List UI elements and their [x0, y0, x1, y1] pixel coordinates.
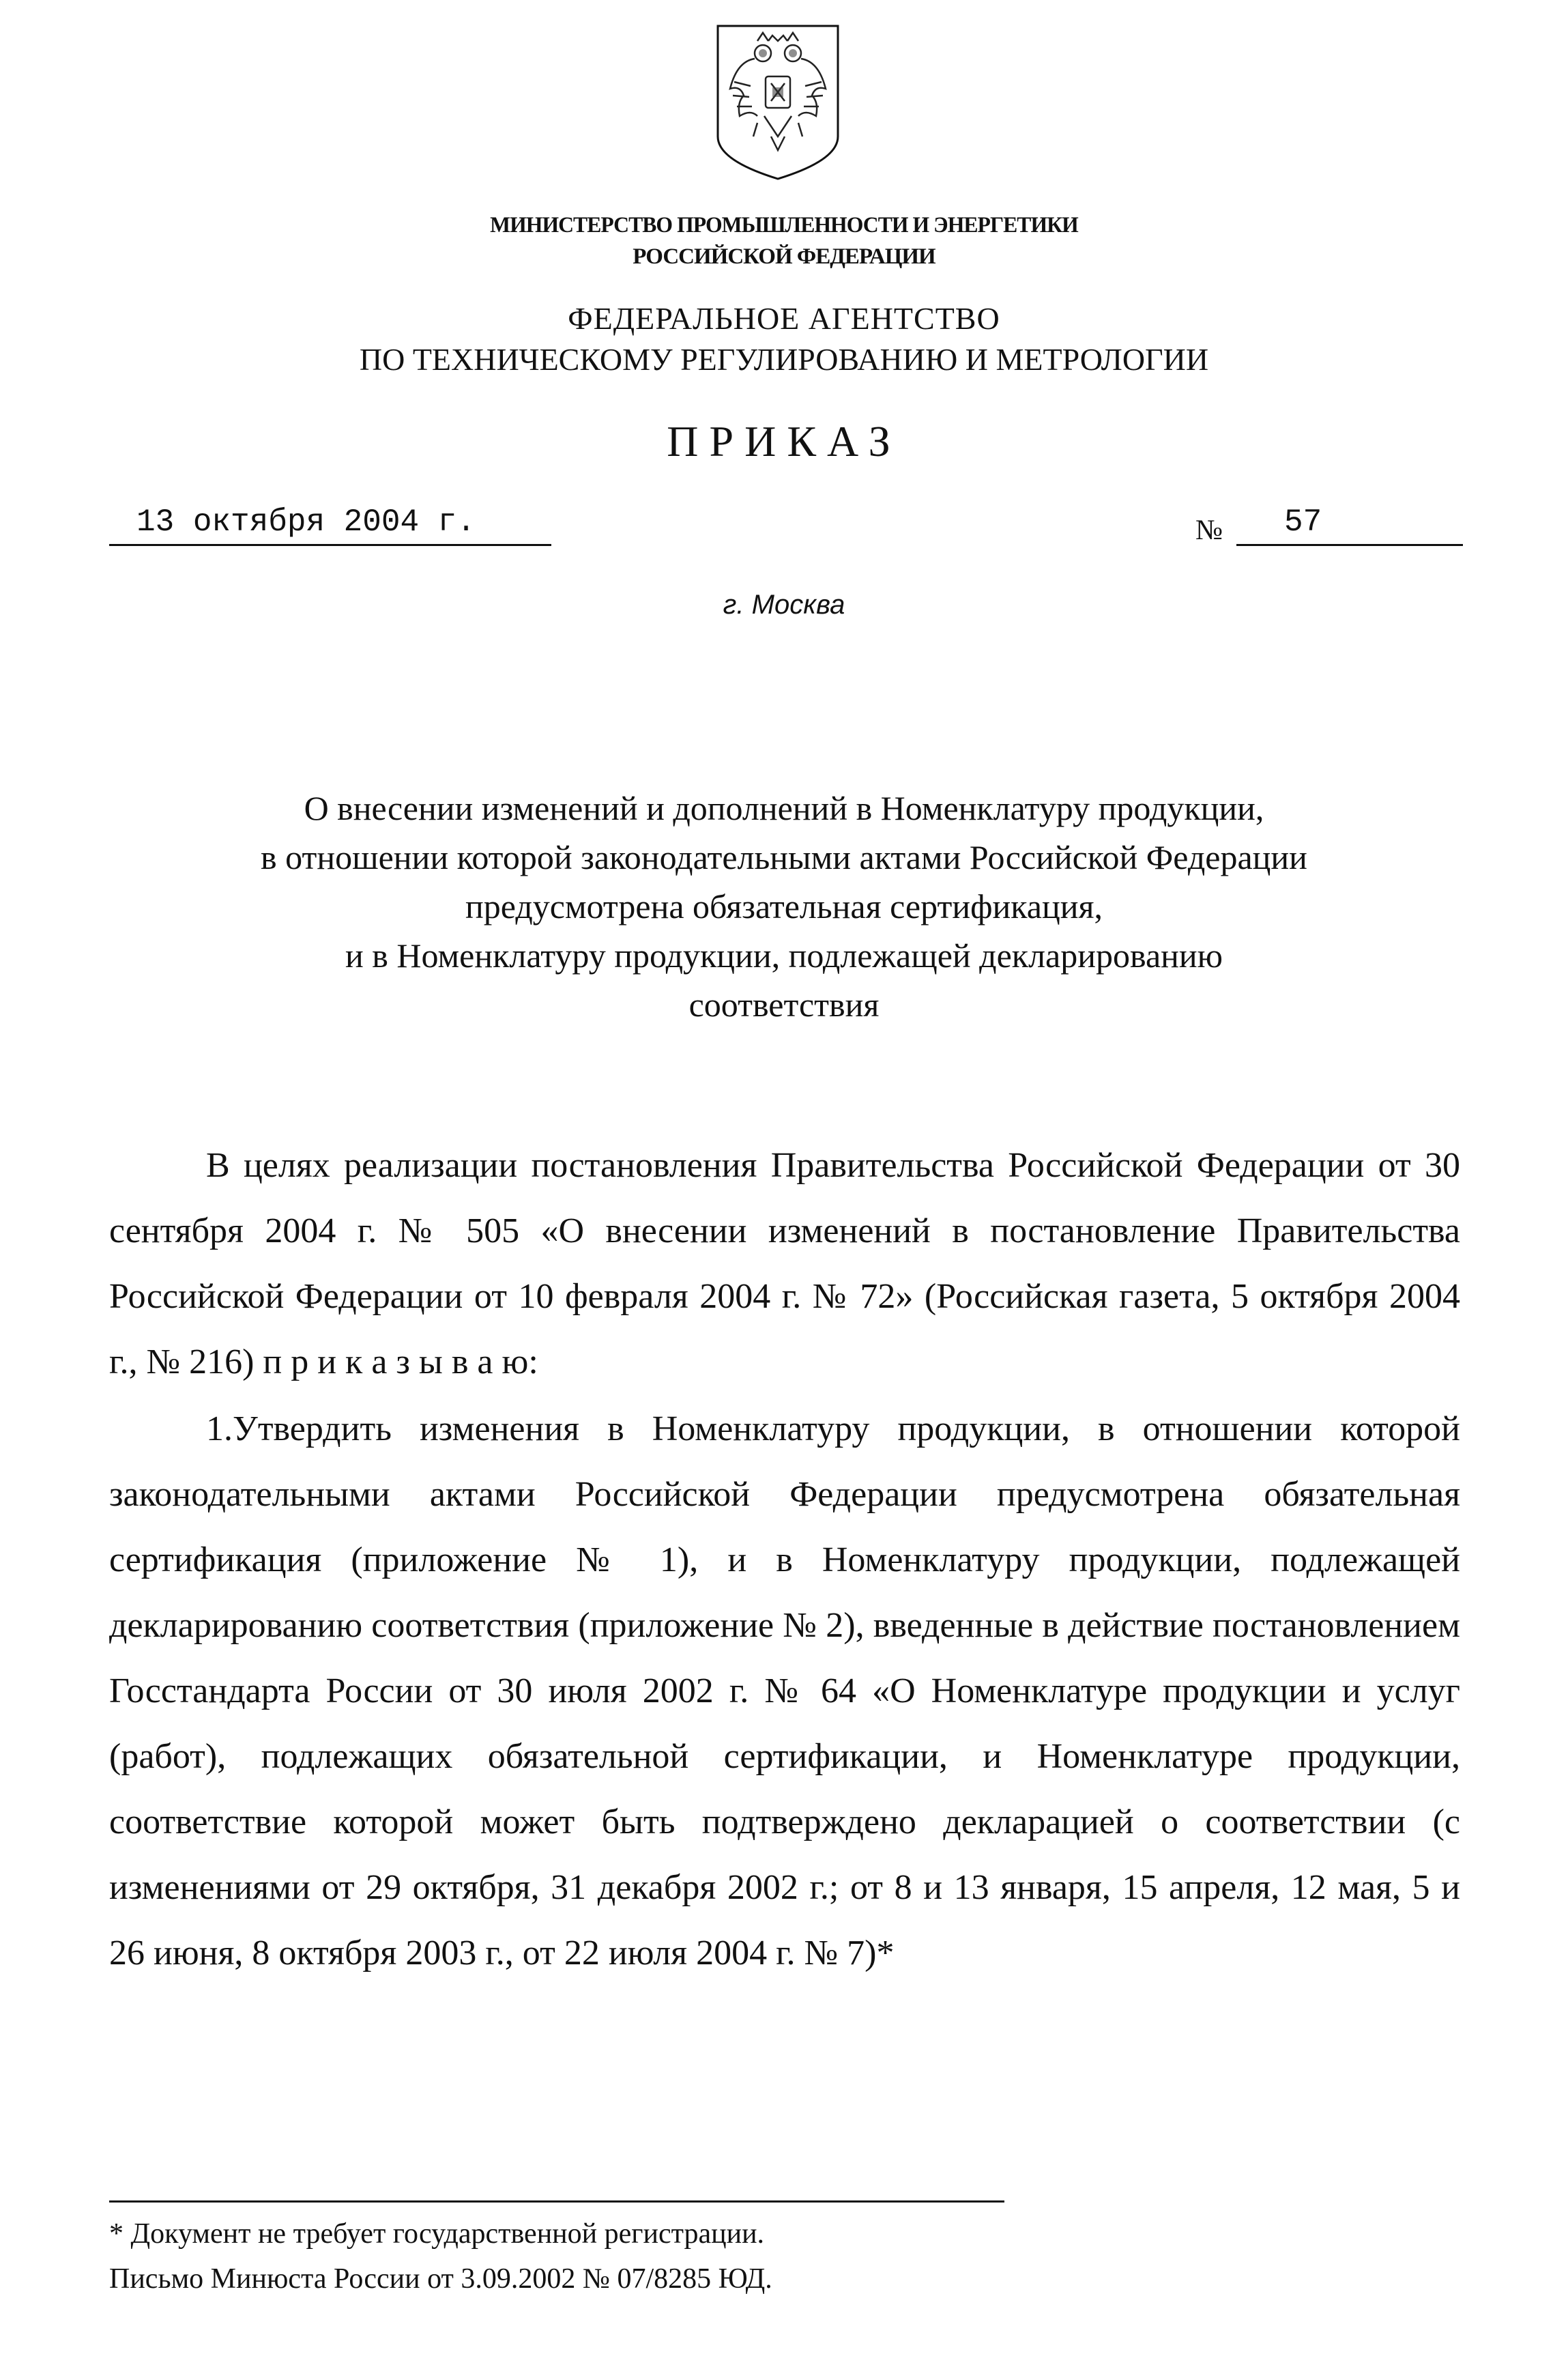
body-paragraph-preamble: В целях реализации постановления Правительства Российской Федерации от 30 сентября 2004 г. № 505 «О внесении изменений в постановление Правительства Российской Федерации от 10 февраля 2004 г. № 72» (Российская газета, 5 октября 2004 г., № 216) п р и к а з ы в а ю: — [109, 1146, 1460, 1381]
subject-line: и в Номенклатуру продукции, подлежащей декларированию — [345, 936, 1223, 975]
footnote-line: * Документ не требует государственной регистрации. — [109, 2218, 765, 2250]
agency-name-line1: ФЕДЕРАЛЬНОЕ АГЕНТСТВО — [568, 301, 1000, 336]
footnote-line: Письмо Минюста России от 3.09.2002 № 07/8285 ЮД. — [109, 2263, 772, 2295]
order-date: 13 октября 2004 г. — [109, 500, 551, 546]
order-body — [109, 1133, 1460, 1986]
footnote-divider — [109, 2200, 1004, 2203]
agency-name-line2: ПО ТЕХНИЧЕСКОМУ РЕГУЛИРОВАНИЮ И МЕТРОЛОГИИ — [359, 342, 1209, 377]
body-paragraph-item-1: 1.Утвердить изменения в Номенклатуру продукции, в отношении которой законодательными актами Российской Федерации предусмотрена обязательная сертификация (приложение № 1), и в Номенклатуру продукции, подлежащей декларированию соответствия (приложение № 2), введенные в действие постановлением Госстандарта России от 30 июля 2002 г. № 64 «О Номенклатуре продукции и услуг (работ), подлежащих обязательной сертификации, и Номенклатуре продукции, соответствие которой может быть подтверждено декларацией о соответствии (с изменениями от 29 октября, 31 декабря 2002 г.; от 8 и 13 января, 15 апреля, 12 мая, 5 и 26 июня, 8 октября 2003 г., от 22 июля 2004 г. № 7)* — [109, 1409, 1460, 1972]
ministry-name-line1: МИНИСТЕРСТВО ПРОМЫШЛЕННОСТИ И ЭНЕРГЕТИКИ — [490, 213, 1078, 238]
subject-line: соответствия — [688, 986, 880, 1024]
ministry-name-line2: РОССИЙСКОЙ ФЕДЕРАЦИИ — [633, 244, 935, 269]
order-number-label: № — [1195, 515, 1223, 546]
order-subject — [0, 784, 1568, 1029]
order-number: 57 — [1236, 500, 1463, 546]
subject-line: О внесении изменений и дополнений в Номенклатуру продукции, — [304, 789, 1264, 827]
subject-line: в отношении которой законодательными актами Российской Федерации — [261, 838, 1307, 876]
coat-of-arms-emblem — [710, 20, 846, 184]
order-city: г. Москва — [723, 590, 845, 620]
order-title: ПРИКАЗ — [667, 417, 901, 465]
footnote — [109, 2211, 772, 2301]
subject-line: предусмотрена обязательная сертификация, — [465, 887, 1103, 926]
